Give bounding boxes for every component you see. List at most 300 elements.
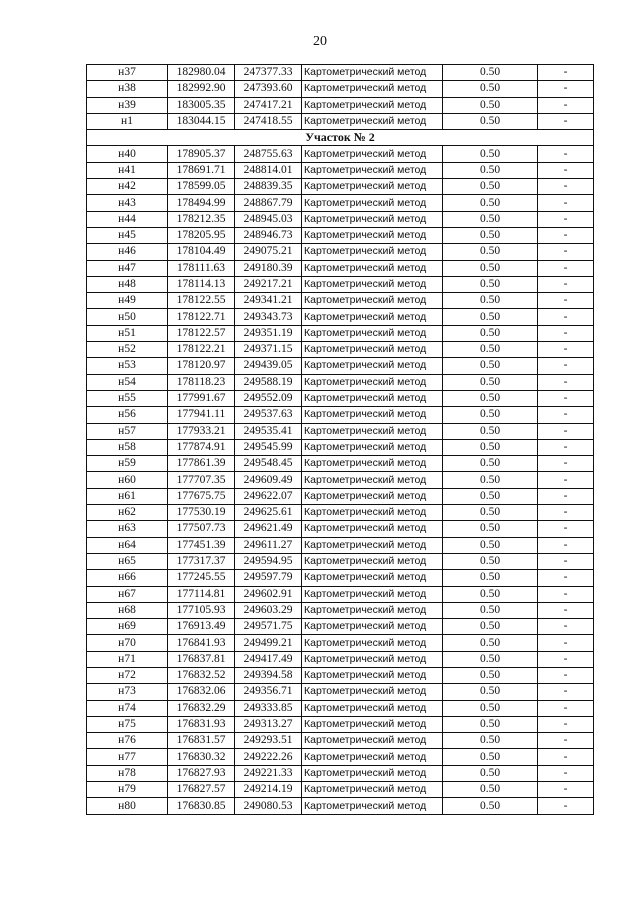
x-coord-cell: 178122.57 [168,325,235,341]
description-cell: - [538,505,594,521]
x-coord-cell: 178494.99 [168,195,235,211]
table-row [87,293,594,309]
table-row [87,97,594,113]
table-row [87,390,594,406]
accuracy-cell: 0.50 [443,342,538,358]
x-coord-cell: 178120.97 [168,358,235,374]
point-name-cell: н43 [87,195,168,211]
description-cell: - [538,488,594,504]
section-row [87,130,594,146]
point-name-cell: н52 [87,342,168,358]
point-name-cell: н58 [87,439,168,455]
method-cell: Картометрический метод [302,309,443,325]
y-coord-cell: 249214.19 [235,782,302,798]
section-header [87,130,594,146]
accuracy-cell: 0.50 [443,716,538,732]
method-cell: Картометрический метод [302,684,443,700]
x-coord-cell: 178691.71 [168,162,235,178]
accuracy-cell: 0.50 [443,211,538,227]
point-name-cell: н40 [87,146,168,162]
y-coord-cell: 249351.19 [235,325,302,341]
description-cell: - [538,423,594,439]
y-coord-cell: 249356.71 [235,684,302,700]
y-coord-cell: 249611.27 [235,537,302,553]
accuracy-cell: 0.50 [443,293,538,309]
description-cell: - [538,374,594,390]
y-coord-cell: 249545.99 [235,439,302,455]
method-cell: Картометрический метод [302,293,443,309]
x-coord-cell: 178122.71 [168,309,235,325]
x-coord-cell: 177861.39 [168,456,235,472]
y-coord-cell: 249439.05 [235,358,302,374]
description-cell: - [538,195,594,211]
description-cell: - [538,390,594,406]
method-cell: Картометрический метод [302,342,443,358]
description-cell: - [538,309,594,325]
accuracy-cell: 0.50 [443,505,538,521]
point-name-cell: н46 [87,244,168,260]
description-cell: - [538,472,594,488]
accuracy-cell: 0.50 [443,782,538,798]
table-row [87,179,594,195]
table-row [87,162,594,178]
accuracy-cell: 0.50 [443,358,538,374]
description-cell: - [538,179,594,195]
table-row [87,667,594,683]
method-cell: Картометрический метод [302,276,443,292]
accuracy-cell: 0.50 [443,162,538,178]
point-name-cell: н54 [87,374,168,390]
description-cell: - [538,260,594,276]
x-coord-cell: 177317.37 [168,553,235,569]
table-body-after [87,146,594,814]
accuracy-cell: 0.50 [443,651,538,667]
x-coord-cell: 176837.81 [168,651,235,667]
y-coord-cell: 248814.01 [235,162,302,178]
x-coord-cell: 177874.91 [168,439,235,455]
y-coord-cell: 249499.21 [235,635,302,651]
description-cell: - [538,765,594,781]
point-name-cell: н50 [87,309,168,325]
x-coord-cell: 176832.52 [168,667,235,683]
description-cell: - [538,146,594,162]
y-coord-cell: 249603.29 [235,602,302,618]
method-cell: Картометрический метод [302,439,443,455]
table-row [87,733,594,749]
y-coord-cell: 248755.63 [235,146,302,162]
point-name-cell: н70 [87,635,168,651]
y-coord-cell: 249343.73 [235,309,302,325]
y-coord-cell: 247393.60 [235,81,302,97]
method-cell: Картометрический метод [302,488,443,504]
table-row [87,765,594,781]
y-coord-cell: 249180.39 [235,260,302,276]
point-name-cell: н68 [87,602,168,618]
description-cell: - [538,651,594,667]
point-name-cell: н60 [87,472,168,488]
description-cell: - [538,358,594,374]
y-coord-cell: 249588.19 [235,374,302,390]
x-coord-cell: 178599.05 [168,179,235,195]
description-cell: - [538,586,594,602]
table-row [87,505,594,521]
method-cell: Картометрический метод [302,423,443,439]
table-row [87,276,594,292]
accuracy-cell: 0.50 [443,472,538,488]
y-coord-cell: 249417.49 [235,651,302,667]
method-cell: Картометрический метод [302,146,443,162]
accuracy-cell: 0.50 [443,325,538,341]
accuracy-cell: 0.50 [443,521,538,537]
accuracy-cell: 0.50 [443,244,538,260]
x-coord-cell: 177451.39 [168,537,235,553]
accuracy-cell: 0.50 [443,227,538,243]
y-coord-cell: 247417.21 [235,97,302,113]
method-cell: Картометрический метод [302,733,443,749]
method-cell: Картометрический метод [302,782,443,798]
method-cell: Картометрический метод [302,521,443,537]
accuracy-cell: 0.50 [443,374,538,390]
method-cell: Картометрический метод [302,667,443,683]
accuracy-cell: 0.50 [443,798,538,814]
table-row [87,782,594,798]
y-coord-cell: 249571.75 [235,619,302,635]
point-name-cell: н59 [87,456,168,472]
x-coord-cell: 176841.93 [168,635,235,651]
accuracy-cell: 0.50 [443,179,538,195]
point-name-cell: н42 [87,179,168,195]
y-coord-cell: 249394.58 [235,667,302,683]
table-row [87,700,594,716]
point-name-cell: н41 [87,162,168,178]
section-title: Участок № 2 [87,130,594,146]
table-row [87,195,594,211]
description-cell: - [538,749,594,765]
table-row [87,439,594,455]
method-cell: Картометрический метод [302,765,443,781]
method-cell: Картометрический метод [302,358,443,374]
y-coord-cell: 248945.03 [235,211,302,227]
method-cell: Картометрический метод [302,619,443,635]
description-cell: - [538,570,594,586]
point-name-cell: н72 [87,667,168,683]
method-cell: Картометрический метод [302,211,443,227]
point-name-cell: н38 [87,81,168,97]
table-row [87,635,594,651]
method-cell: Картометрический метод [302,195,443,211]
accuracy-cell: 0.50 [443,700,538,716]
description-cell: - [538,635,594,651]
table-row [87,456,594,472]
accuracy-cell: 0.50 [443,456,538,472]
table-row [87,374,594,390]
table-row [87,227,594,243]
description-cell: - [538,602,594,618]
point-name-cell: н77 [87,749,168,765]
y-coord-cell: 249313.27 [235,716,302,732]
point-name-cell: н80 [87,798,168,814]
x-coord-cell: 178122.21 [168,342,235,358]
point-name-cell: н55 [87,390,168,406]
y-coord-cell: 249548.45 [235,456,302,472]
description-cell: - [538,456,594,472]
table-row [87,716,594,732]
y-coord-cell: 249625.61 [235,505,302,521]
table-row [87,65,594,81]
method-cell: Картометрический метод [302,505,443,521]
point-name-cell: н74 [87,700,168,716]
table-row [87,602,594,618]
method-cell: Картометрический метод [302,390,443,406]
accuracy-cell: 0.50 [443,765,538,781]
y-coord-cell: 249594.95 [235,553,302,569]
y-coord-cell: 249371.15 [235,342,302,358]
method-cell: Картометрический метод [302,553,443,569]
x-coord-cell: 182980.04 [168,65,235,81]
table-row [87,570,594,586]
x-coord-cell: 176832.06 [168,684,235,700]
point-name-cell: н61 [87,488,168,504]
y-coord-cell: 249537.63 [235,407,302,423]
y-coord-cell: 249080.53 [235,798,302,814]
x-coord-cell: 183044.15 [168,113,235,129]
y-coord-cell: 248867.79 [235,195,302,211]
x-coord-cell: 177530.19 [168,505,235,521]
accuracy-cell: 0.50 [443,684,538,700]
description-cell: - [538,716,594,732]
description-cell: - [538,782,594,798]
accuracy-cell: 0.50 [443,635,538,651]
y-coord-cell: 249602.91 [235,586,302,602]
x-coord-cell: 177707.35 [168,472,235,488]
table-row [87,423,594,439]
x-coord-cell: 176827.93 [168,765,235,781]
method-cell: Картометрический метод [302,97,443,113]
x-coord-cell: 178122.55 [168,293,235,309]
table-row [87,407,594,423]
description-cell: - [538,293,594,309]
accuracy-cell: 0.50 [443,749,538,765]
point-name-cell: н49 [87,293,168,309]
x-coord-cell: 178212.35 [168,211,235,227]
accuracy-cell: 0.50 [443,407,538,423]
point-name-cell: н63 [87,521,168,537]
accuracy-cell: 0.50 [443,146,538,162]
coordinates-table [86,64,594,815]
point-name-cell: н78 [87,765,168,781]
x-coord-cell: 177105.93 [168,602,235,618]
point-name-cell: н79 [87,782,168,798]
accuracy-cell: 0.50 [443,619,538,635]
y-coord-cell: 249535.41 [235,423,302,439]
point-name-cell: н71 [87,651,168,667]
table-row [87,684,594,700]
table-row [87,309,594,325]
method-cell: Картометрический метод [302,81,443,97]
table-row [87,211,594,227]
description-cell: - [538,162,594,178]
description-cell: - [538,211,594,227]
accuracy-cell: 0.50 [443,309,538,325]
x-coord-cell: 177114.81 [168,586,235,602]
x-coord-cell: 177933.21 [168,423,235,439]
accuracy-cell: 0.50 [443,390,538,406]
x-coord-cell: 176832.29 [168,700,235,716]
y-coord-cell: 247377.33 [235,65,302,81]
x-coord-cell: 176830.32 [168,749,235,765]
accuracy-cell: 0.50 [443,537,538,553]
accuracy-cell: 0.50 [443,667,538,683]
description-cell: - [538,325,594,341]
point-name-cell: н48 [87,276,168,292]
y-coord-cell: 249622.07 [235,488,302,504]
method-cell: Картометрический метод [302,374,443,390]
description-cell: - [538,244,594,260]
point-name-cell: н73 [87,684,168,700]
method-cell: Картометрический метод [302,407,443,423]
accuracy-cell: 0.50 [443,195,538,211]
accuracy-cell: 0.50 [443,81,538,97]
description-cell: - [538,619,594,635]
table-row [87,521,594,537]
method-cell: Картометрический метод [302,586,443,602]
point-name-cell: н67 [87,586,168,602]
y-coord-cell: 247418.55 [235,113,302,129]
y-coord-cell: 249341.21 [235,293,302,309]
table-row [87,81,594,97]
accuracy-cell: 0.50 [443,113,538,129]
y-coord-cell: 248946.73 [235,227,302,243]
x-coord-cell: 177675.75 [168,488,235,504]
description-cell: - [538,342,594,358]
description-cell: - [538,700,594,716]
y-coord-cell: 249217.21 [235,276,302,292]
method-cell: Картометрический метод [302,456,443,472]
method-cell: Картометрический метод [302,700,443,716]
point-name-cell: н47 [87,260,168,276]
method-cell: Картометрический метод [302,260,443,276]
table-row [87,244,594,260]
x-coord-cell: 177941.11 [168,407,235,423]
point-name-cell: н75 [87,716,168,732]
x-coord-cell: 178114.13 [168,276,235,292]
method-cell: Картометрический метод [302,244,443,260]
description-cell: - [538,733,594,749]
method-cell: Картометрический метод [302,570,443,586]
x-coord-cell: 177245.55 [168,570,235,586]
method-cell: Картометрический метод [302,472,443,488]
accuracy-cell: 0.50 [443,733,538,749]
method-cell: Картометрический метод [302,325,443,341]
accuracy-cell: 0.50 [443,276,538,292]
table-row [87,488,594,504]
description-cell: - [538,276,594,292]
accuracy-cell: 0.50 [443,570,538,586]
x-coord-cell: 178905.37 [168,146,235,162]
page-number: 20 [313,34,327,49]
accuracy-cell: 0.50 [443,439,538,455]
description-cell: - [538,553,594,569]
table-row [87,342,594,358]
accuracy-cell: 0.50 [443,423,538,439]
point-name-cell: н44 [87,211,168,227]
method-cell: Картометрический метод [302,716,443,732]
y-coord-cell: 249333.85 [235,700,302,716]
table-row [87,553,594,569]
table-row [87,798,594,814]
point-name-cell: н51 [87,325,168,341]
description-cell: - [538,227,594,243]
x-coord-cell: 178118.23 [168,374,235,390]
x-coord-cell: 178205.95 [168,227,235,243]
accuracy-cell: 0.50 [443,602,538,618]
description-cell: - [538,521,594,537]
y-coord-cell: 249621.49 [235,521,302,537]
point-name-cell: н56 [87,407,168,423]
point-name-cell: н69 [87,619,168,635]
method-cell: Картометрический метод [302,651,443,667]
method-cell: Картометрический метод [302,227,443,243]
table-row [87,619,594,635]
description-cell: - [538,113,594,129]
x-coord-cell: 177991.67 [168,390,235,406]
method-cell: Картометрический метод [302,179,443,195]
description-cell: - [538,684,594,700]
accuracy-cell: 0.50 [443,65,538,81]
x-coord-cell: 176827.57 [168,782,235,798]
accuracy-cell: 0.50 [443,260,538,276]
method-cell: Картометрический метод [302,65,443,81]
description-cell: - [538,81,594,97]
y-coord-cell: 249221.33 [235,765,302,781]
point-name-cell: н1 [87,113,168,129]
table-row [87,146,594,162]
point-name-cell: н45 [87,227,168,243]
accuracy-cell: 0.50 [443,97,538,113]
description-cell: - [538,97,594,113]
point-name-cell: н57 [87,423,168,439]
point-name-cell: н39 [87,97,168,113]
point-name-cell: н66 [87,570,168,586]
y-coord-cell: 249075.21 [235,244,302,260]
point-name-cell: н62 [87,505,168,521]
table-row [87,358,594,374]
method-cell: Картометрический метод [302,798,443,814]
table-row [87,113,594,129]
table-row [87,586,594,602]
y-coord-cell: 248839.35 [235,179,302,195]
y-coord-cell: 249293.51 [235,733,302,749]
point-name-cell: н64 [87,537,168,553]
x-coord-cell: 182992.90 [168,81,235,97]
x-coord-cell: 177507.73 [168,521,235,537]
method-cell: Картометрический метод [302,635,443,651]
method-cell: Картометрический метод [302,113,443,129]
accuracy-cell: 0.50 [443,586,538,602]
point-name-cell: н37 [87,65,168,81]
y-coord-cell: 249597.79 [235,570,302,586]
point-name-cell: н76 [87,733,168,749]
description-cell: - [538,65,594,81]
table-row [87,260,594,276]
table-row [87,749,594,765]
accuracy-cell: 0.50 [443,488,538,504]
x-coord-cell: 178111.63 [168,260,235,276]
method-cell: Картометрический метод [302,537,443,553]
accuracy-cell: 0.50 [443,553,538,569]
y-coord-cell: 249609.49 [235,472,302,488]
description-cell: - [538,798,594,814]
